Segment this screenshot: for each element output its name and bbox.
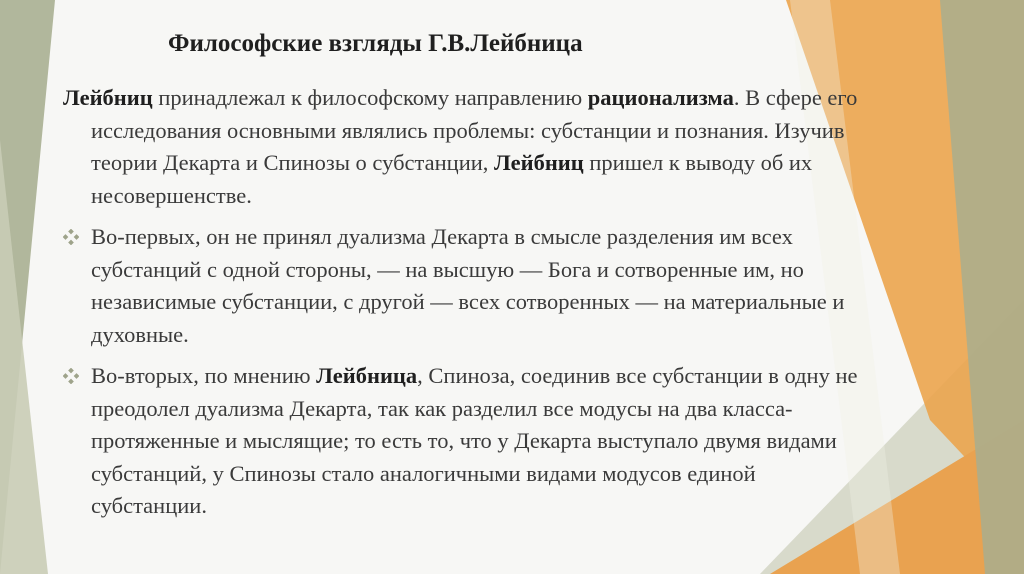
bullet-2-text-2: , Спиноза, соединив все субстанции в одну не преодолел дуализма Декарта, так как разделил все модусы на два класса- протяженные и мыслящие; то есть то, что у Декарта выступало двумя видами субстанций, у Спинозы стало аналогичными видами модусов единой субстанции. <box>91 363 858 518</box>
intro-text-1: принадлежал к философскому направлению <box>152 85 588 110</box>
bullet-2-text-1: Во-вторых, по мнению <box>91 363 317 388</box>
intro-text-2: . В сфере его исследования основными являлись проблемы: субстанции и познания. Изучив теории Декарта и Спинозы о субстанции, <box>91 85 858 175</box>
bullet-item-2 <box>63 360 863 523</box>
diamond-cluster-icon <box>63 368 79 384</box>
intro-bold-leibniz: Лейбниц <box>63 85 153 110</box>
slide-title: Философские взгляды Г.В.Лейбница <box>168 30 583 57</box>
intro-bold-rationalism: рационализма <box>587 85 734 110</box>
bullet-1-text: Во-первых, он не принял дуализма Декарта в смысле разделения им всех субстанций с одной стороны, — на высшую — Бога и сотворенные им, но независимые субстанции, с другой — всех сотворенных — на материальные и духовные. <box>91 224 845 347</box>
bullet-2-bold-leibniz: Лейбница <box>316 363 418 388</box>
intro-text-3: пришел к выводу об их несовершенстве. <box>91 150 813 208</box>
intro-paragraph <box>63 82 863 212</box>
diamond-cluster-icon <box>63 229 79 245</box>
bullet-item-1 <box>63 221 863 351</box>
slide-content <box>63 82 863 523</box>
intro-bold-leibniz-2: Лейбниц <box>494 150 584 175</box>
